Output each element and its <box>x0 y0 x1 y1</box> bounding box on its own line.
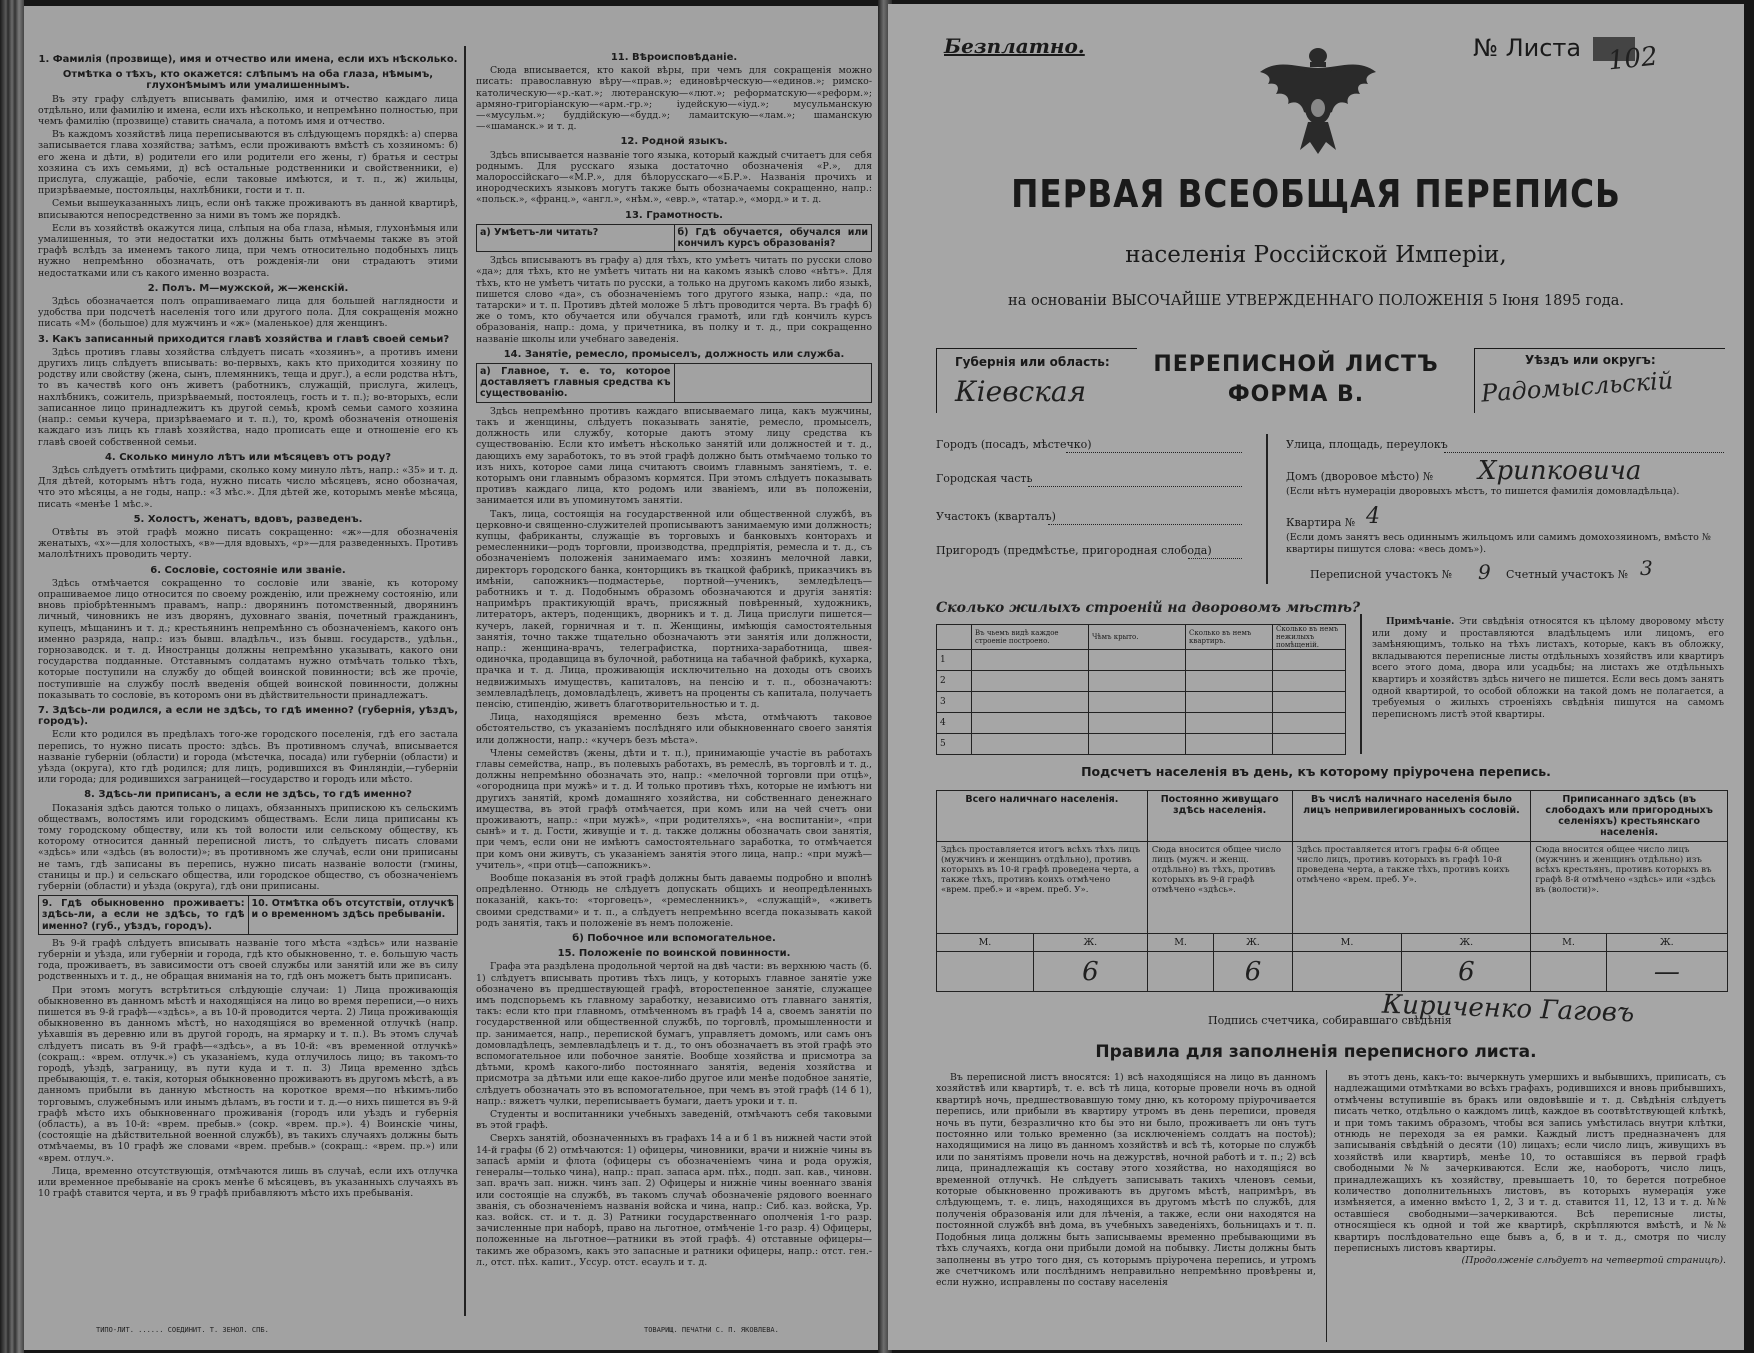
table-row <box>937 692 1346 713</box>
right-page-census-form <box>888 4 1744 1350</box>
pop-peasant-male <box>1531 952 1606 992</box>
column-divider <box>464 46 466 1316</box>
section-heading: 12. Родной языкъ. <box>620 136 728 148</box>
district-label: Уѣздъ или округъ: <box>1525 353 1656 367</box>
subsection-header-pair <box>476 363 872 403</box>
instruction-paragraph: Лица, находящіяся временно безъ мѣста, отмѣчаютъ таковое обстоятельство, съ указаніемъ послѣдняго или обыкновеннаго своего занятія или должности, напр.: «кучеръ безъ мѣста». <box>476 712 872 746</box>
enumerator-signature: Кириченко Гаговъ <box>1381 989 1635 1029</box>
address-divider <box>1266 434 1268 584</box>
pop-header-peasant: Приписаннаго здѣсь (въ слободахъ или пригородныхъ селеніяхъ) крестьянскаго населенія. <box>1531 791 1728 842</box>
count-area-value: 3 <box>1640 556 1653 580</box>
precinct-line <box>1048 524 1242 525</box>
instruction-paragraph: Сверхъ занятій, обозначенныхъ въ графахъ 14 а и б 1 въ нижней части этой 14-й графы (б 2) отмѣчаются: 1) офицеры, чиновники, врачи и нижніе чины въ запасѣ арміи и флота (офицеры съ обозначеніемъ чина и рода оружія, генералы—только чина), напр.: прап. запаса арм. пѣх., подп. зап. кав., чиновн. зап. врачъ зап. нижн. чинъ зап. 2) Офицеры и нижніе чины военнаго званія или состоящіе на службѣ, въ такомъ случаѣ обозначеніе рядового военнаго званія, съ обозначеніемъ названія войска и чина, напр.: Сиб. каз. войска, Ур. каз. войск. ст. и т. д. 3) Ратники государственнаго ополченія 1-го разр. зачисленные при наборѣ, право на льготное, отмѣченіе 1-го разр. 4) Офицеры, положенные на льготное—ратники въ этой графѣ. 4) отставные офицеры—такимъ же образомъ, какъ это запасные и ратники офицеры, напр.: отст. ген.-л., отст. пѣх. капит., Уссур. отст. есаулъ и т. д. <box>476 1133 872 1268</box>
instruction-paragraph: Такъ, лица, состоящія на государственной или общественной службѣ, въ церковно-и священно-служителей прописываютъ занимаемую ими должность; купцы, фабриканты, служащіе въ торговыхъ и банковыхъ конторахъ и ремесленники—родъ торговли, производства, предпріятія, ремесла и т. д., съ обозначеніемъ положенія занимаемаго имъ: хозяинъ мелочной лавки, директоръ городского банка, конторщикъ въ ткацкой фабрикѣ, приказчикъ въ имѣніи, сапожникъ—подмастерье, портной—ученикъ, земледѣлецъ—работникъ и т. д. Подобнымъ образомъ обозначаются и другія занятія: напримѣръ практикующій врачъ, присяжный повѣренный, художникъ, литераторъ, актеръ, поденщикъ, дворникъ и т. д. Лица прислуги пишется—кучеръ, лакей, горничная и т. п. Женщины, имѣющія самостоятельныя занятія, точно также тщательно обозначаютъ эти занятія или должности, напр.: женщина-врачъ, телеграфистка, портниха-заработница, швея-одиночка, продавщица въ булочной, работница на табачной фабрикѣ, кухарка, прачка и т. д. Лица, проживающія исключительно на доходы отъ своихъ недвижимыхъ имуществъ, капиталовъ, на пенсію и т. п., обозначаютъ: землевладѣлецъ, домовладѣлецъ, живетъ на проценты съ капитала, получаетъ пенсію, стипендію, живетъ благотворительностью и т. д. <box>476 508 872 710</box>
instruction-paragraph: Сюда вписывается, кто какой вѣры, при чемъ для сокращенія можно писать: православную вѣру—«прав.»; единовѣрческую—«единов.»; римско-католическую—«р.-кат.»; лютеранскую—«лют.»; реформатскую—«реформ.»; армяно-григоріанскую—«арм.-гр.»; іудейскую—«іуд.»; мусульманскую—«мусульм.»; буддійскую—«будд.»; ламаитскую—«лам.»; шаманскую—«шаманск.» и т. д. <box>476 65 872 133</box>
buildings-header-nonresidential: Сколько въ немъ нежилыхъ помѣщеній. <box>1273 625 1346 650</box>
section-heading: 1. Фамилія (прозвище), имя и отчество или имена, если ихъ нѣсколько. <box>38 54 458 65</box>
subsection-header-pair <box>38 895 458 935</box>
pop-header-total: Всего наличнаго населенія. <box>937 791 1148 842</box>
section-heading: 14. Занятіе, ремесло, промыселъ, должность или служба. <box>503 348 845 360</box>
count-area-label: Счетный участокъ № <box>1506 568 1629 581</box>
pop-nonprivileged-male <box>1292 952 1402 992</box>
col-male: М. <box>937 934 1034 952</box>
province-label: Губернія или область: <box>955 355 1110 369</box>
city-label: Городъ (посадъ, мѣстечко) <box>936 438 1092 451</box>
row-number: 2 <box>937 671 972 692</box>
pop-header-nonprivileged: Въ числѣ наличнаго населенія было лицъ непривилегированныхъ сословій. <box>1292 791 1531 842</box>
province-box <box>936 348 1137 413</box>
printer-imprint-left: ТИПО-ЛИТ. ...... СОЕДИНИТ. Т. ЗЕНОЛ. СПБ. <box>96 1326 269 1334</box>
note-text: Эти свѣдѣнія относятся къ цѣлому дворовому мѣсту или дому и проставляются владѣльцемъ или лицомъ, его замѣняющимъ, только на тѣхъ листахъ, которые, какъ въ обложку, вкладываются переписные листы отдѣльныхъ хозяйствъ или квартиръ всего этого дома, двора или усадьбы; на листахъ же отдѣльныхъ квартиръ и хозяйствъ здѣсь ничего не пишется. Если весь домъ занятъ одной квартирой, то особой обложки на такой домъ не полагается, а требуемыя о жилыхъ строеніяхъ свѣдѣнія пишутся на самомъ переписномъ листѣ этой квартиры. <box>1372 616 1724 720</box>
row-number: 5 <box>937 734 972 755</box>
street-line <box>1444 452 1724 453</box>
section-heading: 13. Грамотность. <box>625 209 723 221</box>
instruction-paragraph: Если въ хозяйствѣ окажутся лица, слѣпыя на оба глаза, нѣмыя, глухонѣмыя или умалишенныя, то эти недостатки ихъ должны быть отмѣчаемы также въ этой графѣ вслѣдъ за именемъ такого лица, при чемъ относительно подобныхъ лицъ нужно непремѣнно обозначать, отъ рожденія-ли они страдаютъ этими недостатками или съ какого именно возраста. <box>38 222 458 279</box>
subsection-header: а) Умѣетъ-ли читать? <box>480 226 599 238</box>
rules-column-1 <box>936 1072 1316 1342</box>
table-row <box>937 671 1346 692</box>
section-heading: 5. Холостъ, женатъ, вдовъ, разведенъ. <box>133 513 363 525</box>
instruction-paragraph: Студенты и воспитанники учебныхъ заведеній, отмѣчаютъ себя таковыми въ этой графѣ. <box>476 1109 872 1132</box>
note-divider <box>1360 614 1362 754</box>
sheet-number-handwritten: 102 <box>1606 41 1660 77</box>
instruction-paragraph: Здѣсь вписывается названіе того языка, который каждый считаетъ для себя роднымъ. Для русскаго языка достаточно обозначенія «Р.», для малороссійскаго—«М.Р.», для бѣлорусскаго—«Б.Р.». Названія прочихъ и инородческихъ языковъ могутъ также быть обозначаемы сокращенно, напр.: «польск.», «франц.», «англ.», «нѣм.», «евр.», «татар.», «морд.» и т. д. <box>476 149 872 206</box>
province-value: Кіевская <box>955 375 1087 408</box>
left-page <box>24 6 890 1350</box>
rules-column-2 <box>1334 1072 1726 1342</box>
row-number: 1 <box>937 650 972 671</box>
row-number: 4 <box>937 713 972 734</box>
pop-desc-total: Здѣсь проставляется итогъ всѣхъ тѣхъ лицъ (мужчинъ и женщинъ отдѣльно), противъ которыхъ въ 10-й графѣ проведена черта, а также тѣхъ, противъ коихъ отмѣчено «врем. преб.» и «врем. преб. У». <box>937 842 1148 934</box>
section-heading: 7. Здѣсь-ли родился, а если не здѣсь, то гдѣ именно? (губернія, уѣздъ, городъ). <box>38 704 458 728</box>
pop-permanent-male <box>1147 952 1214 992</box>
pop-nonprivileged-female: 6 <box>1402 952 1531 992</box>
rules-title: Правила для заполненія переписного листа. <box>1095 1042 1537 1062</box>
pop-permanent-female: 6 <box>1214 952 1292 992</box>
subsection-header: 10. Отмѣтка объ отсутствіи, отлучкѣ и о временномъ здѣсь пребываніи. <box>248 896 458 934</box>
subsection-header: а) Главное, т. е. то, которое доставляетъ главныя средства къ существованію. <box>480 366 671 400</box>
signature-label: Подпись счетчика, собиравшаго свѣдѣнія <box>1208 1014 1452 1027</box>
house-value: Хрипковича <box>1478 456 1642 486</box>
rules-continuation: (Продолженіе слѣдуетъ на четвертой страницѣ). <box>1461 1254 1726 1266</box>
form-main-title: ПЕРВАЯ ВСЕОБЩАЯ ПЕРЕПИСЬ <box>1011 172 1621 216</box>
district-box <box>1474 348 1725 413</box>
instruction-paragraph: Здѣсь обозначается полъ опрашиваемаго лица для большей наглядности и удобства при подсчетѣ населенія того или другого пола. Для сокращенія можно писать «М» (большое) для мужчинъ и «ж» (маленькое) для женщинъ. <box>38 296 458 330</box>
city-part-label: Городская часть <box>936 472 1033 485</box>
pop-total-female: 6 <box>1033 952 1147 992</box>
buildings-header-material: Въ чьемъ видѣ каждое строеніе построено. <box>972 625 1089 650</box>
form-legal-basis: на основаніи ВЫСОЧАЙШЕ УТВЕРЖДЕННАГО ПОЛОЖЕНІЯ 5 Іюня 1895 года. <box>1008 293 1624 309</box>
section-heading: 3. Какъ записанный приходится главѣ хозяйства и главѣ своей семьи? <box>38 333 450 345</box>
apartment-note: (Если домъ занятъ весь одиннымъ жильцомъ или самимъ домохозяиномъ, вмѣсто № квартиры пишутся слова: «весь домъ»). <box>1286 532 1711 555</box>
col-female: Ж. <box>1033 934 1147 952</box>
instruction-paragraph: При этомъ могутъ встрѣтиться слѣдующіе случаи: 1) Лица проживающія обыкновенно въ данномъ мѣстѣ и находящіяся на лицо во время переписи,—о нихъ пишется въ 9-й графѣ—«здѣсь», а въ 10-й проводится черта. 2) Лица проживающія обыкновенно въ данномъ мѣстѣ, но находящіяся во временной отлучкѣ (напр. уѣхавшія въ деревню или въ другой городъ, на ярмарку и т. п.). Въ этомъ случаѣ слѣдуетъ писать въ 9-й графѣ—«здѣсь», а въ 10-й: «въ временной отлучкѣ» (сокращ.: «врем. отлучк.») съ указаніемъ, куда отлучилось лицо; въ такомъ-то городѣ, уѣздѣ, заграницу, въ пути куда и т. п. 3) Лица временно здѣсь пребывающія, т. е. такія, которыя обыкновенно проживаютъ въ другомъ мѣстѣ, а въ данномъ прибыли въ данную мѣстность на короткое время—по нѣкимъ-либо торговымъ, служебнымъ или инымъ дѣламъ, въ гости и т. д.—о нихъ пишется въ 9-й графѣ мѣсто ихъ обыкновеннаго проживанія (городъ или уѣздъ и губернія (область), а въ 10-й: «врем. пребыв.» (сокр. «врем. пр.»). 4) Воинскіе чины, (состоящіе на дѣйствительной военной службѣ), въ такихъ случаяхъ должны быть отмѣчаемы, въ 10 графѣ же словами «врем. пребыв.» (сокращ.: «врем. пр.») или «врем. отлуч.». <box>38 984 458 1164</box>
census-area-label: Переписной участокъ № <box>1310 568 1453 581</box>
apartment-value: 4 <box>1366 504 1380 529</box>
subsection-header: б) Гдѣ обучается, обучался или кончилъ курсъ образованія? <box>674 225 872 251</box>
free-label: Безплатно. <box>944 34 1085 58</box>
instruction-paragraph: Если кто родился въ предѣлахъ того-же городского поселенія, гдѣ его застала перепись, то нужно писать просто: здѣсь. Въ противномъ случаѣ, вписывается названіе губерніи (области) и города (мѣстечка, посада) или губерніи (области) и уѣзда (округа), кто гдѣ родился; для лицъ, родившихся въ Финляндіи,—губерніи или города; для родившихся заграницей—государство и городъ или мѣсто. <box>38 729 458 786</box>
section-heading: 2. Полъ. М—мужской, ж—женскій. <box>147 282 349 294</box>
form-title <box>1146 350 1446 410</box>
section-heading: 15. Положеніе по воинской повинности. <box>557 948 791 960</box>
section-heading: б) Побочное или вспомогательное. <box>572 933 776 945</box>
instruction-paragraph: Семьи вышеуказанныхъ лицъ, если онѣ также проживаютъ въ данной квартирѣ, вписываются непосредственно за ними въ томъ же порядкѣ. <box>38 198 458 221</box>
instruction-paragraph: Здѣсь непремѣнно противъ каждаго вписываемаго лица, какъ мужчины, такъ и женщины, слѣдуетъ показывать занятіе, ремесло, промыселъ, должность или службу, которые даютъ этому лицу средства къ существованію. Если кто имѣетъ нѣсколько занятій или должностей и т. д., дающихъ ему заработокъ, то въ этой графѣ должно быть отмѣчаемо только то изъ нихъ, которое сами лица считаютъ своимъ главнымъ занятіемъ, т. е. которымъ они главнымъ образомъ кормятся. При этомъ слѣдуетъ показывать противъ каждаго лица, кто родомъ или званіемъ, или въ положеніи, занимается или въ упоминутомъ занятіи. <box>476 405 872 507</box>
note-block <box>1372 616 1724 722</box>
buildings-table <box>936 624 1346 755</box>
instruction-paragraph: Здѣсь слѣдуетъ отмѣтить цифрами, сколько кому минуло лѣтъ, напр.: «35» и т. д. Для дѣтей, которымъ нѣтъ года, нужно писать число мѣсяцевъ, ясно обозначая, что это мѣсяцы, а не годы, напр.: «3 мѣс.». Для дѣтей же, которымъ менѣе мѣсяца, писать «менѣе 1 мѣс.». <box>38 464 458 510</box>
form-title-line2: ФОРМА В. <box>1227 382 1365 407</box>
population-count-table <box>936 790 1728 992</box>
instruction-paragraph: Въ каждомъ хозяйствѣ лица переписываются въ слѣдующемъ порядкѣ: а) сперва записывается глава хозяйства; затѣмъ, если проживаютъ вмѣстѣ съ хозяиномъ: б) его жена и дѣти, в) родители его или родители его жены, г) братья и сестры хозяина съ ихъ семьями, д) всѣ остальные родственники и свойственники, е) прислуга, служащіе, рабочіе, если таковые имѣются, и т. п., ж) жильцы, призрѣваемые, постояльцы, нахлѣбники, гости и т. п. <box>38 129 458 197</box>
table-row <box>937 713 1346 734</box>
pop-total-male <box>937 952 1034 992</box>
section-heading: 6. Сословіе, состояніе или званіе. <box>150 564 346 576</box>
subsection-header: 9. Гдѣ обыкновенно проживаетъ: здѣсь-ли, а если не здѣсь, то гдѣ именно? (губ., уѣздъ, городъ). <box>42 898 245 932</box>
rules-text-2: въ этотъ день, какъ-то: вычеркнуть умершихъ и выбывшихъ, приписать, съ надлежащими отмѣтками во всѣхъ графахъ, родившихся и вновь прибывшихъ, отмѣчены вступившіе въ бракъ или овдовѣвшіе и т. д. Свѣдѣнія слѣдуетъ писать четко, отдѣльно о каждомъ лицѣ, каждое въ соотвѣтствующей клѣткѣ, и при томъ такимъ образомъ, чтобы вся запись умѣстилась внутри клѣтки, отнюдь не переходя за ея рамки. Каждый листъ предназначенъ для записыванія свѣдѣній о десяти (10) лицахъ; если число лицъ, живущихъ въ хозяйствѣ или квартирѣ, менѣе 10, то оставшіяся въ первой графѣ свободными №№ зачеркиваются. Если же, наоборотъ, число лицъ, принадлежащихъ къ хозяйству, превышаетъ 10, то берется потребное количество дополнительныхъ листовъ, въ которыхъ нумерація уже измѣняется, а именно вмѣсто 1, 2, 3 и т. д. ставится 11, 12, 13 и т. д. №№ оставшіеся свободными—зачеркиваются. Всѣ переписные листы, относящіеся къ одной и той же квартирѣ, скрѣпляются вмѣстѣ, и №№ квартиръ послѣдовательно еще бывъ а, б, в и т. д., смотря по числу переписныхъ листовъ квартиры. <box>1334 1072 1726 1255</box>
instruction-paragraph: Въ 9-й графѣ слѣдуетъ вписывать названіе того мѣста «здѣсь» или названіе губерніи и уѣзда, или губерніи и города, гдѣ кто обыкновенно, т. е. большую часть года, проживаетъ, въ зависимости отъ своей службы или занятій или же въ силу родственныхъ и т. д., не обращая вниманія на то, гдѣ онъ можетъ быть приписанъ. <box>38 937 458 983</box>
suburb-label: Пригородъ (предмѣстье, пригородная слобода) <box>936 544 1212 557</box>
row-number: 3 <box>937 692 972 713</box>
suburb-line <box>1188 558 1242 559</box>
house-label: Домъ (дворовое мѣсто) № <box>1286 470 1434 483</box>
col-female: Ж. <box>1606 934 1727 952</box>
imperial-eagle-emblem <box>1238 38 1398 158</box>
instruction-paragraph: Отвѣты въ этой графѣ можно писать сокращенно: «ж»—для обозначенія женатыхъ, «х»—для холостыхъ, «в»—для вдовыхъ, «р»—для разведенныхъ. Противъ малолѣтнихъ проводить черту. <box>38 526 458 561</box>
instructions-column-2 <box>476 48 872 1310</box>
precinct-label: Участокъ (кварталъ) <box>936 510 1056 523</box>
table-row <box>937 650 1346 671</box>
col-male: М. <box>1531 934 1606 952</box>
district-value: Радомысльскій <box>1480 366 1675 408</box>
table-row <box>937 734 1346 755</box>
section-heading: 4. Сколько минуло лѣтъ или мѣсяцевъ отъ роду? <box>104 451 392 463</box>
col-female: Ж. <box>1402 934 1531 952</box>
apartment-label: Квартира № <box>1286 516 1356 529</box>
section-heading: 8. Здѣсь-ли приписанъ, а если не здѣсь, то гдѣ именно? <box>84 789 412 801</box>
instructions-column-1 <box>38 50 458 1310</box>
instruction-paragraph: Графа эта раздѣлена продольной чертой на двѣ части: въ верхнюю часть (б. 1) слѣдуетъ вписывать противъ тѣхъ лицъ, у которыхъ главное занятіе уже обозначено въ предшествующей графѣ, второстепенное занятіе, служащее имъ подспорьемъ къ главному заработку, независимо отъ главнаго занятія, такъ: если кто при главномъ, отмѣченномъ въ графѣ 14 а, своемъ занятіи по государственной или общественной службѣ, по торговлѣ, промышленности и пр. занимается, напр., перепиской бумагъ, управляетъ домомъ, или самъ онъ домовладѣлецъ, землевладѣлецъ и т. д., то онъ обозначаетъ въ этой графѣ это вспомогательное или побочное занятіе. Вообще хозяйства и присмотра за дѣтьми, кромѣ какого-либо постояннаго занятія, веденія хозяйства и присмотра за дѣтьми или еще какое-либо другое или менѣе подобное занятіе, слѣдуетъ обозначать это въ вспомогательное, при чемъ въ этой графѣ (14 б 1), напр.: вяжетъ чулки, переписываетъ бумаги, даетъ уроки и т. п. <box>476 961 872 1107</box>
instruction-paragraph: Здѣсь противъ главы хозяйства слѣдуетъ писать «хозяинъ», а противъ имени другихъ лицъ слѣдуетъ вписывать: во-первыхъ, какъ кто приходится хозяину по родству или свойству (жена, сынъ, племянникъ, теща и друг.), а если родства нѣтъ, то въ качествѣ кого онъ живетъ (работникъ, служащій, прислуга, жилецъ, нахлѣбникъ, сожитель, призрѣваемый, постоялецъ, гость и т. п.); во-вторыхъ, если записанное лицо принадлежитъ къ другой семьѣ, кромѣ семьи самого хозяина (напр.: семьи кучера, призрѣваемаго и т. п.), то, кромѣ обозначенія отношенія каждаго изъ лицъ къ главѣ хозяйства, надо прописать еще и отношеніе его къ главѣ своей собственной семьи. <box>38 346 458 448</box>
pop-peasant-female: — <box>1606 952 1727 992</box>
instruction-paragraph: Члены семействъ (жены, дѣти и т. п.), принимающіе участіе въ работахъ главы семейства, напр., въ полевыхъ работахъ, въ ремеслѣ, въ торговлѣ и т. д., должны непремѣнно обозначать это, напр.: «мелочной торговли при отцѣ», «огородница при мужѣ» и т. д. И только противъ тѣхъ, которые не имѣютъ ни другихъ занятій, кромѣ домашняго хозяйства, ни собственнаго денежнаго имущества, въ этой графѣ отмѣчается, при комъ или на чей счетъ они проживаютъ, напр.: «при мужѣ», «при родителяхъ», «на воспитаніи», «при сынѣ» и т. д. Гости, живущіе и т. д. также должны обозначать свои занятія, при чемъ, если они не имѣютъ самостоятельнаго заработка, то отмѣчается при комъ они живутъ, съ указаніемъ занятія этого лица, напр.: «при мужѣ—учитель», «при отцѣ—сапожникъ». <box>476 747 872 871</box>
instruction-paragraph: Здѣсь вписываютъ въ графу а) для тѣхъ, кто умѣетъ читать по русски слово «да»; для тѣхъ, кто не умѣетъ читать ни на какомъ языкѣ слово «нѣтъ». Для тѣхъ, кто не умѣетъ читать по русски, а только на другомъ какомъ либо языкѣ, пишется слово «да», съ обозначеніемъ того другого языка, напр.: «да, по татарски» и т. п. Противъ дѣтей моложе 5 лѣтъ проводится черта. Въ графѣ б) же о томъ, кто обучается или обучался грамотѣ, или гдѣ кончилъ курсъ образованія, напр.: дома, у причетника, въ полку и т. д., при сокращенно названіе школы или учебнаго заведенія. <box>476 255 872 345</box>
instruction-paragraph: Въ эту графу слѣдуетъ вписывать фамилію, имя и отчество каждаго лица отдѣльно, или фамилію и имена, если ихъ нѣсколько, и непремѣнно полностью, при чемъ фамилію (прозвище) ставить сначала, а потомъ имя и отчество. <box>38 93 458 128</box>
form-title-line1: ПЕРЕПИСНОЙ ЛИСТЪ <box>1153 352 1439 377</box>
page-stack-edge <box>0 0 24 1353</box>
printer-imprint-right: ТОВАРИЩ. ПЕЧАТНИ С. П. ЯКОВЛЕВА. <box>644 1326 779 1334</box>
instruction-paragraph: Вообще показанія въ этой графѣ должны быть даваемы подробно и вполнѣ опредѣленно. Отнюдь не слѣдуетъ допускать общихъ и неопредѣленныхъ показаній, какъ-то: «торговецъ», «ремесленникъ», «служащій», «живетъ своими средствами» и т. п., а слѣдуетъ непремѣнно всегда показывать какой родъ занятія, такъ и положеніе въ немъ положеніе. <box>476 873 872 929</box>
col-female: Ж. <box>1214 934 1292 952</box>
form-subtitle: населенія Россійской Имперіи, <box>1125 242 1507 268</box>
census-area-value: 9 <box>1478 560 1491 584</box>
col-male: М. <box>1292 934 1402 952</box>
population-count-title: Подсчетъ населенія въ день, къ которому пріурочена перепись. <box>1081 764 1551 779</box>
note-title: Примѣчаніе. <box>1386 616 1455 627</box>
subsection-header <box>674 364 872 402</box>
instruction-paragraph: Лица, временно отсутствующія, отмѣчаются лишь въ случаѣ, если ихъ отлучка или временное пребываніе на срокъ менѣе 6 мѣсяцевъ, въ указанныхъ случаяхъ въ 10 графѣ ставится черта, и въ 9 графѣ прибавляютъ мѣсто ихъ пребыванія. <box>38 1165 458 1200</box>
pop-desc-permanent: Сюда вносится общее число лицъ (мужч. и женщ. отдѣльно) въ тѣхъ, противъ которыхъ въ 9-й графѣ отмѣчено «здѣсь». <box>1147 842 1292 934</box>
section-heading: Отмѣтка о тѣхъ, кто окажется: слѣпымъ на оба глаза, нѣмымъ, глухонѣмымъ или умалишеннымъ. <box>62 69 434 92</box>
rules-text-1: Въ переписной листъ вносятся: 1) всѣ находящіяся на лицо въ данномъ хозяйствѣ или квартирѣ, т. е. всѣ тѣ лица, которые провели ночь въ одной квартирѣ ночь, предшествовавшую тому дню, къ которому пріурочивается перепись, или прибыли въ квартиру утромъ въ день переписи, проведя ночь въ пути, безразлично кто бы это ни было, проживаетъ ли онъ тутъ постоянно или только временно (за исключеніемъ солдатъ на постоѣ); находящимися на лицо въ данномъ хозяйствѣ и всѣ тѣ, которые по службѣ или по занятіямъ провели ночь на дежурствѣ, ночной работѣ и т. п.; 2) всѣ лица, принадлежащія къ составу этого хозяйства, но находящіяся во временной отлучкѣ. Не слѣдуетъ записывать такихъ членовъ семьи, которые обыкновенно проживаютъ въ другомъ мѣстѣ, напримѣръ, въ слѣдующемъ, т. е. лицъ, находящихся въ другомъ мѣстѣ по службѣ, для полученія образованія или для лѣченія, а также, если они находятся на постоянной службѣ внѣ дома, въ учебныхъ заведеніяхъ, больницахъ и т. п. Подобныя лица должны быть записываемы временно пребывающими въ тѣхъ случаяхъ, когда они прибыли домой на побывку. Листы должны быть заполнены въ утро того дня, съ которымъ пріурочена перепись, и утромъ же счетчикомъ или послѣднимъ неправильно непремѣнно провѣрены и, если нужно, исправлены по составу населенія <box>936 1072 1316 1289</box>
col-male: М. <box>1147 934 1214 952</box>
section-heading: 11. Вѣроисповѣданіе. <box>610 52 738 63</box>
pop-header-permanent: Постоянно живущаго здѣсь населенія. <box>1147 791 1292 842</box>
buildings-header-roof: Чѣмъ крыто. <box>1089 625 1186 650</box>
sheet-number-label: № Листа <box>1473 34 1582 62</box>
instruction-paragraph: Здѣсь отмѣчается сокращенно то сословіе или званіе, къ которому опрашиваемое лицо относится по своему рожденію, или прежнему состоянію, или вновь пріобрѣтеннымъ правамъ, напр.: дворянинъ потомственный, дворянинъ личный, чиновникъ не изъ дворянъ, духовнаго званія, почетный гражданинъ, купецъ, мѣщанинъ и т. д.; крестьянинъ непремѣнно съ обозначеніемъ, какого онъ именно разряда, напр.: изъ бывш. владѣльч., изъ бывш. государств., удѣльн., горнозаводск. и т. д. Иностранцы должны непремѣнно указывать, какого они государства подданные. Отставнымъ солдатамъ нужно отмѣчать только тѣхъ, которые поступили на службу до общей воинской повинности; всѣ же прочіе, поступившіе на службу послѣ введенія общей воинской повинности, должны показывать то сословіе, въ которомъ они въ дѣйствительности принадлежатъ. <box>38 577 458 701</box>
instruction-paragraph: Показанія здѣсь даются только о лицахъ, обязанныхъ припискою къ сельскимъ обществамъ, волостямъ или городскимъ обществамъ. Если лица приписаны къ тому городскому обществу, или къ той волости или сельскому обществу, къ которому относится данный переписной листъ, то слѣдуетъ писать словами «здѣсь» или «здѣсь (въ волости)»; въ противномъ же случаѣ, если они приписаны не тамъ, гдѣ записаны въ перепись, нужно писать названіе волости (гмины, станицы и пр.) и сельскаго общества, или городское общество, съ обозначеніемъ губерніи (области) и уѣзда (округа), гдѣ они приписаны. <box>38 802 458 893</box>
buildings-label: Сколько жилыхъ строеній на дворовомъ мѣстѣ? <box>936 600 1361 616</box>
street-label: Улица, площадь, переулокъ <box>1286 438 1448 451</box>
city-line <box>1066 452 1242 453</box>
subsection-header-pair <box>476 224 872 252</box>
pop-desc-nonprivileged: Здѣсь проставляется итогъ графы 6-й общее число лицъ, противъ которыхъ въ графѣ 10-й проведена черта, а также тѣхъ, противъ коихъ отмѣчено «врем. преб. У». <box>1292 842 1531 934</box>
rules-divider <box>1326 1070 1327 1342</box>
city-part-line <box>1028 486 1242 487</box>
pop-desc-peasant: Сюда вносится общее число лицъ (мужчинъ и женщинъ отдѣльно) изъ всѣхъ крестьянъ, противъ которыхъ въ графѣ 8-й отмѣчено «здѣсь» или «здѣсь въ (волости)». <box>1531 842 1728 934</box>
buildings-header-apartments: Сколько въ немъ квартиръ. <box>1186 625 1273 650</box>
house-note: (Если нѣтъ нумераціи дворовыхъ мѣстъ, то пишется фамилія домовладѣльца). <box>1286 486 1680 497</box>
